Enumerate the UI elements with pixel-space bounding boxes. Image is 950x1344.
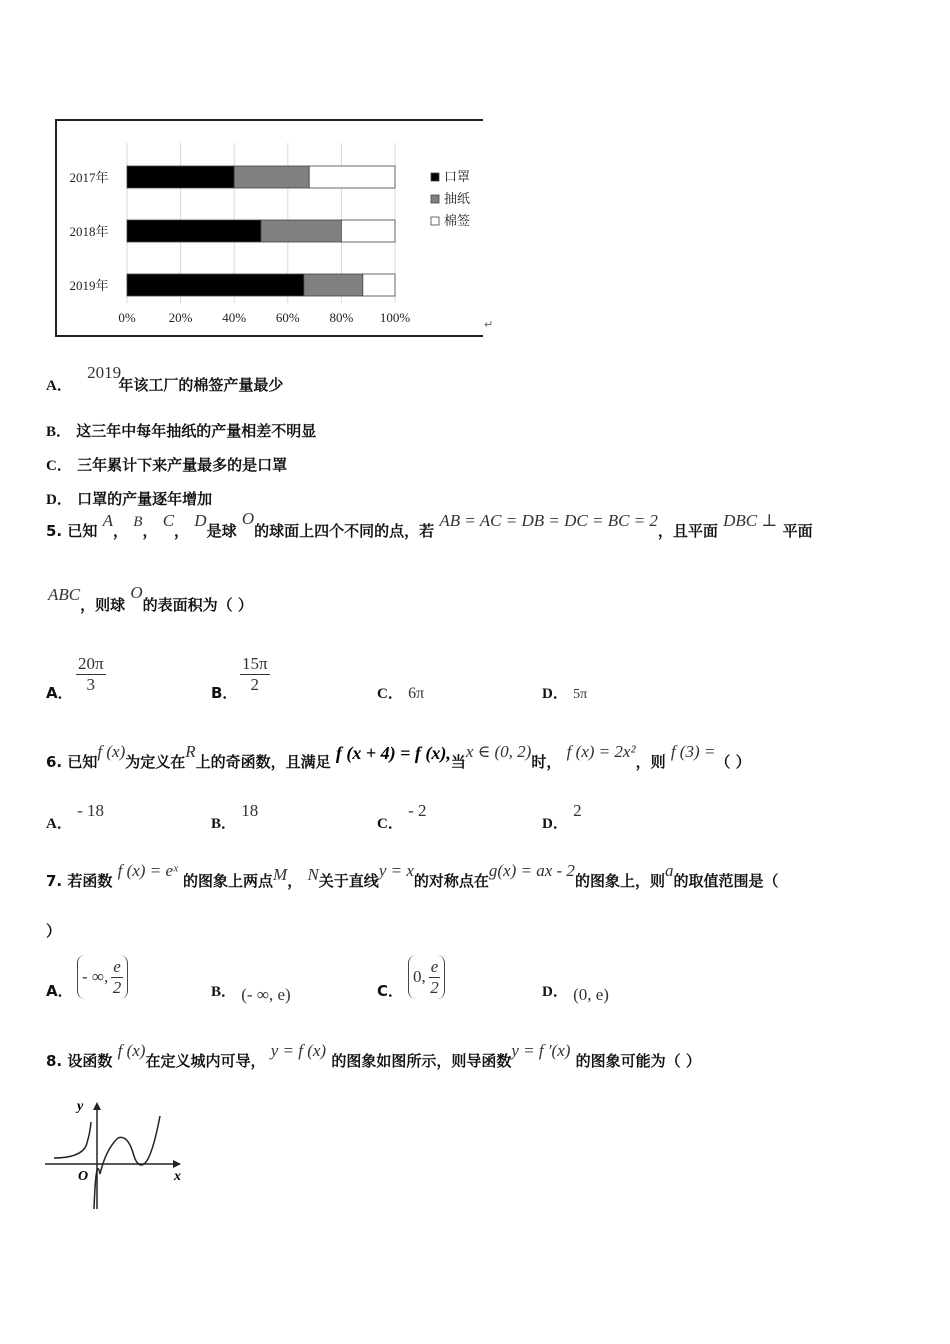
denominator: 3 bbox=[86, 675, 96, 694]
x-tick-label: 60% bbox=[275, 310, 300, 325]
stem-text: 设函数 bbox=[67, 1052, 113, 1070]
option-value: 18 bbox=[241, 801, 259, 820]
y-axis-arrow bbox=[93, 1102, 101, 1110]
option-value: - 2 bbox=[408, 801, 427, 820]
year-number: 2019 bbox=[87, 363, 122, 382]
numerator: 15π bbox=[242, 654, 268, 673]
q5-option-a-fraction bbox=[76, 654, 106, 695]
x-tick-label: 40% bbox=[222, 310, 247, 325]
q8-stem bbox=[46, 1041, 701, 1072]
stem-text: 上的奇函数，且满足 bbox=[195, 753, 331, 771]
option-label: D． bbox=[542, 686, 568, 702]
q7-option-b bbox=[211, 980, 291, 1004]
stem-text: 是球 bbox=[206, 522, 237, 540]
option-text: 三年累计下来产量最多的是口罩 bbox=[77, 456, 288, 474]
x-tick-label: 0% bbox=[118, 310, 136, 325]
stem-text: 的图象可能为（ ） bbox=[575, 1052, 701, 1070]
denominator: 2 bbox=[430, 977, 439, 997]
origin-label: O bbox=[78, 1169, 89, 1184]
option-text: 年该工厂的棉签产量最少 bbox=[118, 376, 284, 394]
stem-text: 平面 bbox=[782, 522, 813, 540]
real-set: R bbox=[185, 742, 196, 761]
option-text: 这三年中每年抽纸的产量相差不明显 bbox=[76, 422, 317, 440]
function-f: f (x) bbox=[117, 1041, 146, 1060]
q6-option-b bbox=[211, 801, 259, 833]
point-c: C bbox=[162, 511, 175, 530]
x-tick-label: 100% bbox=[379, 310, 411, 325]
legend-swatch bbox=[431, 195, 439, 203]
stacked-bar-chart bbox=[55, 119, 483, 337]
left-value: - ∞, bbox=[82, 967, 109, 986]
stem-text: （ ） bbox=[715, 753, 751, 771]
q7-stem bbox=[46, 861, 779, 892]
function-definition: f (x) = 2x² bbox=[566, 742, 636, 761]
bar-segment bbox=[261, 220, 341, 242]
option-value: (- ∞, e) bbox=[241, 985, 291, 1004]
q6-option-d bbox=[542, 801, 582, 833]
numerator: e bbox=[113, 956, 121, 976]
function-g: g(x) = ax - 2 bbox=[488, 861, 575, 880]
question-number: 6. bbox=[46, 753, 63, 771]
interval: x ∈ (0, 2) bbox=[465, 742, 532, 761]
stem-text: ，且平面 bbox=[657, 522, 718, 540]
equal-lengths-formula: AB = AC = DB = DC = BC = 2 bbox=[439, 511, 658, 530]
legend-swatch bbox=[431, 173, 439, 181]
option-label: C． bbox=[377, 686, 403, 702]
point-a: A bbox=[102, 511, 114, 530]
q4-option-d bbox=[46, 488, 212, 509]
stem-text: 的取值范围是（ bbox=[673, 872, 779, 890]
bar-segment bbox=[234, 166, 309, 188]
q7-stem-close: ） bbox=[46, 922, 62, 940]
option-value: - 18 bbox=[77, 801, 104, 820]
chart-end-mark: ↵ bbox=[484, 318, 494, 331]
stem-text: ，则 bbox=[635, 753, 666, 771]
stem-text: 的对称点在 bbox=[413, 872, 489, 890]
stem-text: 时， bbox=[531, 753, 562, 771]
q7-option-a-interval bbox=[77, 955, 128, 999]
q5-option-d bbox=[542, 682, 587, 703]
curve-left-branch bbox=[54, 1122, 91, 1158]
x-tick-label: 20% bbox=[168, 310, 193, 325]
bar-segment bbox=[127, 166, 234, 188]
category-label: 2018年 bbox=[69, 224, 109, 239]
option-label: C． bbox=[46, 458, 72, 474]
q6-option-a bbox=[46, 801, 104, 833]
question-number: 8. bbox=[46, 1052, 63, 1070]
option-value: 5π bbox=[573, 687, 588, 702]
option-label: B． bbox=[211, 816, 237, 832]
q6-stem bbox=[46, 742, 751, 773]
option-label: B． bbox=[46, 424, 72, 440]
function-f: f (x) bbox=[97, 742, 126, 761]
stem-text: ，则球 bbox=[80, 596, 126, 614]
stem-text: ， bbox=[174, 522, 190, 540]
stem-text: 的图象上两点 bbox=[183, 872, 274, 890]
q7-option-c-interval bbox=[408, 955, 445, 999]
legend-label: 口罩 bbox=[444, 169, 471, 184]
option-label: A． bbox=[46, 816, 72, 832]
point-n: N bbox=[307, 865, 319, 884]
option-text: 口罩的产量逐年增加 bbox=[77, 490, 213, 508]
derivative-function: y = f ′(x) bbox=[511, 1041, 571, 1060]
bar-segment bbox=[304, 274, 363, 296]
stem-text: 的图象上，则 bbox=[574, 872, 665, 890]
denominator: 2 bbox=[250, 675, 260, 694]
stem-text: 在定义城内可导， bbox=[145, 1052, 266, 1070]
option-label: C． bbox=[377, 816, 403, 832]
x-axis-arrow bbox=[173, 1160, 181, 1168]
bar-segment bbox=[309, 166, 395, 188]
function-y: y = f (x) bbox=[270, 1041, 327, 1060]
stem-text: 的球面上四个不同的点，若 bbox=[254, 522, 435, 540]
denominator: 2 bbox=[112, 977, 122, 997]
q7-option-c-label: C． bbox=[377, 982, 404, 1000]
x-axis-label: x bbox=[174, 1169, 181, 1184]
stem-text: 为定义在 bbox=[125, 753, 186, 771]
option-label: A． bbox=[46, 378, 72, 394]
stem-text: 的表面积为（ ） bbox=[142, 596, 253, 614]
q4-option-a bbox=[46, 363, 284, 395]
q6-option-c bbox=[377, 801, 427, 833]
point-b: B bbox=[133, 514, 143, 530]
q5-option-b-fraction bbox=[240, 654, 270, 695]
point-d: D bbox=[194, 511, 207, 530]
q5-option-b-label: B． bbox=[211, 684, 238, 702]
q5-option-a-label: A． bbox=[46, 684, 73, 702]
q7-option-a-label: A． bbox=[46, 982, 73, 1000]
f-of-3: f (3) = bbox=[670, 742, 716, 761]
category-label: 2019年 bbox=[69, 278, 109, 293]
option-label: B． bbox=[211, 984, 237, 1000]
q4-option-b bbox=[46, 420, 316, 441]
chart-svg bbox=[57, 121, 483, 335]
stem-text: 已知 bbox=[67, 522, 98, 540]
q4-option-c bbox=[46, 454, 287, 475]
legend-label: 棉签 bbox=[444, 213, 471, 228]
periodic-condition: f (x + 4) = f (x), bbox=[335, 743, 451, 763]
numerator: 20π bbox=[78, 654, 104, 673]
stem-text: 关于直线 bbox=[318, 872, 379, 890]
stem-text: 已知 bbox=[67, 753, 98, 771]
q7-option-d bbox=[542, 980, 609, 1004]
q5-stem-line2 bbox=[48, 583, 253, 616]
option-label: D． bbox=[542, 816, 568, 832]
stem-text: 当 bbox=[450, 753, 466, 771]
parameter-a: a bbox=[664, 861, 674, 880]
bar-segment bbox=[363, 274, 395, 296]
question-number: 5. bbox=[46, 522, 63, 540]
question-number: 7. bbox=[46, 872, 63, 890]
category-label: 2017年 bbox=[69, 170, 109, 185]
option-value: 2 bbox=[573, 801, 582, 820]
q5-stem bbox=[46, 509, 813, 543]
stem-text: 的图象如图所示，则导函数 bbox=[331, 1052, 512, 1070]
plane-dbc: DBC ⊥ bbox=[723, 511, 778, 530]
legend-swatch bbox=[431, 217, 439, 225]
bar-segment bbox=[127, 274, 304, 296]
bar-segment bbox=[341, 220, 395, 242]
y-axis-label: y bbox=[77, 1099, 84, 1114]
function-f: f (x) = eˣ bbox=[117, 861, 178, 880]
line-y-equals-x: y = x bbox=[378, 861, 414, 880]
numerator: e bbox=[430, 956, 439, 976]
point-m: M bbox=[273, 865, 288, 884]
stem-text: ， bbox=[287, 872, 303, 890]
q5-option-c bbox=[377, 682, 424, 703]
point-o: O bbox=[130, 583, 143, 602]
left-value: 0, bbox=[413, 967, 426, 986]
curve-right-branch bbox=[94, 1116, 160, 1209]
stem-text: ， bbox=[142, 522, 158, 540]
option-label: D． bbox=[46, 492, 72, 508]
option-value: (0, e) bbox=[573, 985, 609, 1004]
x-tick-label: 80% bbox=[329, 310, 354, 325]
point-o: O bbox=[241, 509, 255, 528]
bar-segment bbox=[127, 220, 261, 242]
q8-function-graph bbox=[40, 1094, 190, 1214]
plane-abc: ABC bbox=[48, 585, 81, 604]
option-value: 6π bbox=[408, 685, 425, 702]
legend-label: 抽纸 bbox=[444, 191, 471, 206]
stem-text: 若函数 bbox=[67, 872, 113, 890]
option-label: D． bbox=[542, 984, 568, 1000]
stem-text: ， bbox=[113, 522, 129, 540]
